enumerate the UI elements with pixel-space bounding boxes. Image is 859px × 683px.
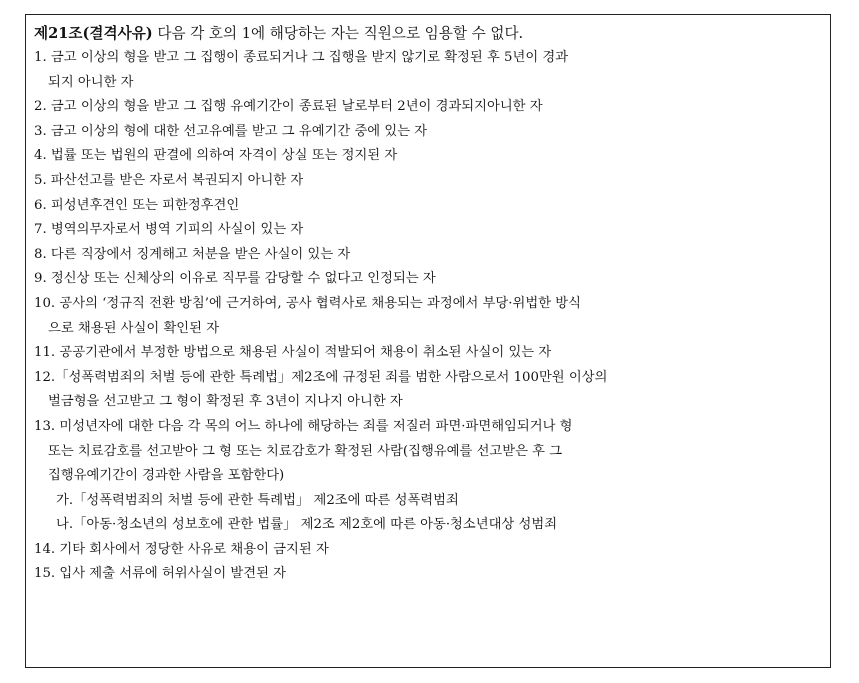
list-item-text: 4. 법률 또는 법원의 판결에 의하여 자격이 상실 또는 정지된 자 bbox=[34, 148, 398, 164]
list-item-text: 13. 미성년자에 대한 다음 각 목의 어느 하나에 해당하는 죄를 저질러 파면·파면해임되거나 형 bbox=[34, 418, 573, 434]
list-item-continuation: 되지 아니한 자 bbox=[48, 74, 134, 90]
article-intro-text: 다음 각 호의 1에 해당하는 자는 직원으로 임용할 수 없다. bbox=[152, 25, 524, 42]
list-item bbox=[34, 144, 822, 169]
list-item bbox=[34, 538, 822, 563]
list-item-text: 3. 금고 이상의 형에 대한 선고유예를 받고 그 유예기간 중에 있는 자 bbox=[34, 123, 428, 139]
list-item bbox=[34, 218, 822, 243]
list-item-text: 14. 기타 회사에서 정당한 사유로 채용이 금지된 자 bbox=[34, 541, 329, 557]
list-item bbox=[34, 169, 822, 194]
disqualification-list bbox=[34, 46, 822, 587]
list-item bbox=[34, 120, 822, 145]
list-item-continuation: 또는 치료감호를 선고받아 그 형 또는 치료감호가 확정된 사람(집행유예를 선고받은 후 그 bbox=[48, 443, 563, 459]
list-item bbox=[34, 267, 822, 292]
list-item-continuation: 벌금형을 선고받고 그 형이 확정된 후 3년이 지나지 아니한 자 bbox=[48, 394, 403, 410]
article-title bbox=[34, 22, 822, 46]
list-item-continuation: 으로 채용된 사실이 확인된 자 bbox=[48, 320, 220, 336]
list-item-text: 11. 공공기관에서 부정한 방법으로 채용된 사실이 적발되어 채용이 취소된 사실이 있는 자 bbox=[34, 345, 552, 361]
list-item-text: 5. 파산선고를 받은 자로서 복권되지 아니한 자 bbox=[34, 172, 304, 188]
list-item bbox=[34, 341, 822, 366]
list-item bbox=[34, 415, 822, 538]
list-item-text: 6. 피성년후견인 또는 피한정후견인 bbox=[34, 197, 240, 213]
list-item-text: 9. 정신상 또는 신체상의 이유로 직무를 감당할 수 없다고 인정되는 자 bbox=[34, 271, 436, 287]
list-item-text: 7. 병역의무자로서 병역 기피의 사실이 있는 자 bbox=[34, 222, 304, 238]
list-item bbox=[34, 562, 822, 587]
list-item bbox=[34, 243, 822, 268]
list-item-continuation: 집행유예기간이 경과한 사람을 포함한다) bbox=[48, 468, 285, 484]
list-item bbox=[34, 46, 822, 95]
sub-item-text: 가.「성폭력범죄의 처벌 등에 관한 특례법」 제2조에 따른 성폭력범죄 bbox=[56, 492, 459, 508]
list-item bbox=[34, 366, 822, 415]
list-item bbox=[34, 292, 822, 341]
list-item-text: 2. 금고 이상의 형을 받고 그 집행 유예기간이 종료된 날로부터 2년이 경과되지아니한 자 bbox=[34, 99, 543, 115]
list-item bbox=[34, 194, 822, 219]
list-item-text: 10. 공사의 ‘정규직 전환 방침’에 근거하여, 공사 협력사로 채용되는 과정에서 부당·위법한 방식 bbox=[34, 295, 581, 311]
list-item-text: 15. 입사 제출 서류에 허위사실이 발견된 자 bbox=[34, 566, 287, 582]
list-item-text: 12.「성폭력범죄의 처벌 등에 관한 특례법」제2조에 규정된 죄를 범한 사람으로서 100만원 이상의 bbox=[34, 369, 608, 385]
list-item bbox=[34, 95, 822, 120]
regulation-article-box bbox=[25, 14, 831, 668]
article-number-heading: 제21조(결격사유) bbox=[34, 25, 153, 42]
list-item-text: 8. 다른 직장에서 징계해고 처분을 받은 사실이 있는 자 bbox=[34, 246, 351, 262]
list-item-text: 1. 금고 이상의 형을 받고 그 집행이 종료되거나 그 집행을 받지 않기로 확정된 후 5년이 경과 bbox=[34, 50, 569, 65]
sub-item-text: 나.「아동·청소년의 성보호에 관한 법률」 제2조 제2호에 따른 아동·청소년대상 성범죄 bbox=[56, 517, 558, 533]
